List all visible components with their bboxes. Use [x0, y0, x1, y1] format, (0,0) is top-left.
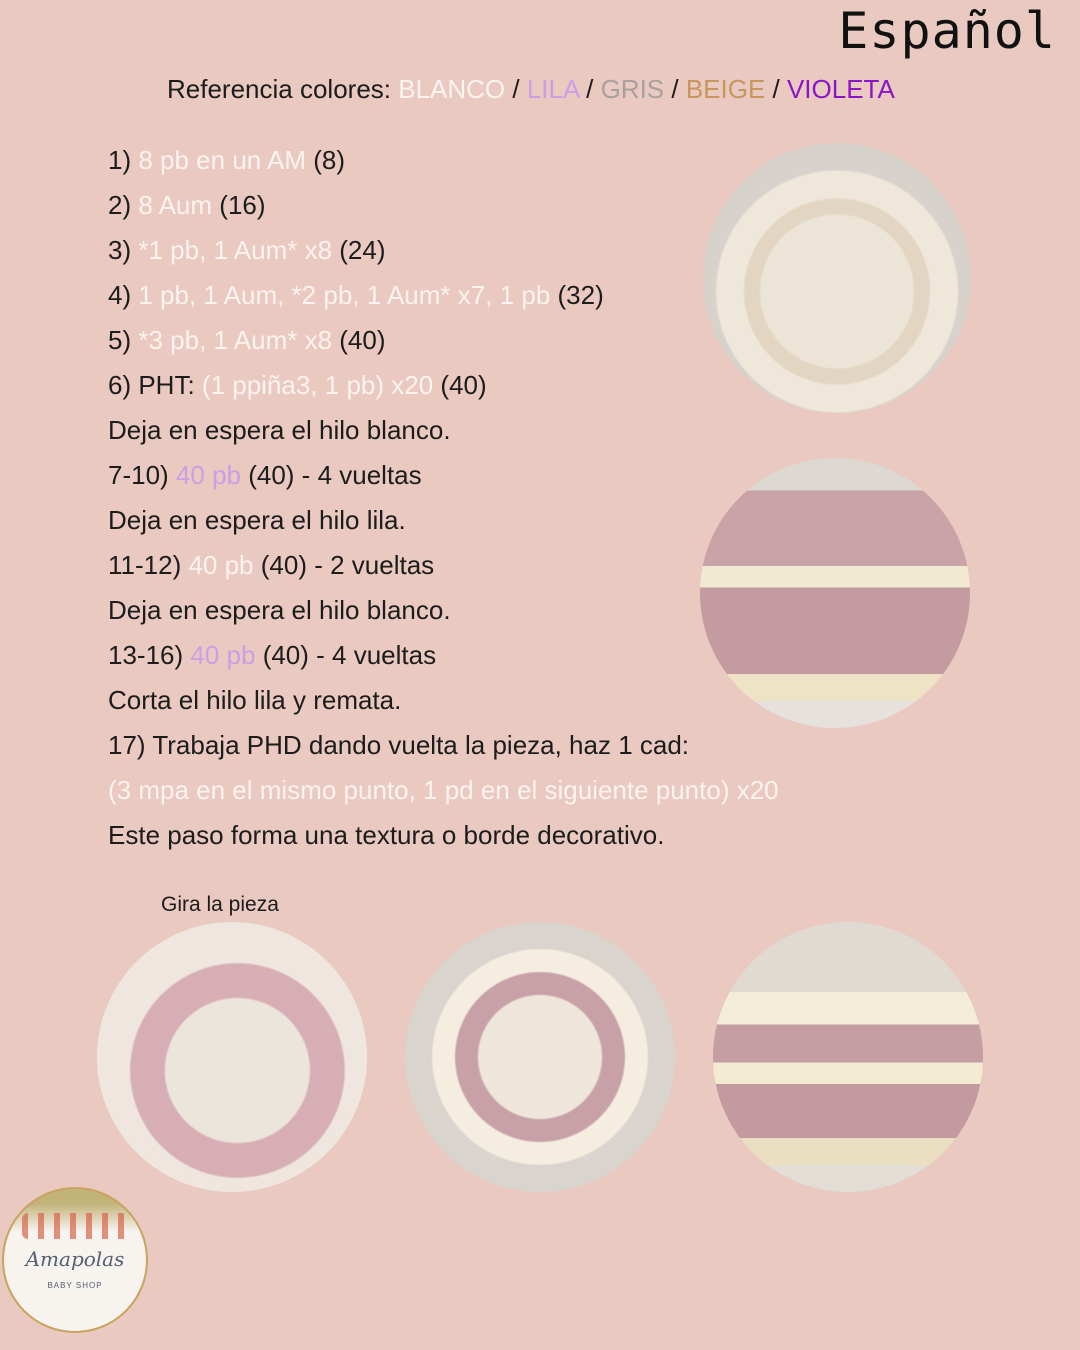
step-line: [108, 186, 779, 231]
step-number: 1): [108, 145, 139, 175]
step-number: 6) PHT:: [108, 370, 202, 400]
step-line: [108, 141, 779, 186]
separator: /: [664, 74, 686, 104]
separator: /: [505, 74, 527, 104]
step-count: (24): [332, 235, 386, 265]
logo-name: Amapolas: [25, 1247, 125, 1271]
step-line: [108, 456, 779, 501]
step-note: Deja en espera el hilo lila.: [108, 505, 406, 535]
color-reference: [167, 74, 895, 105]
step-number: 5): [108, 325, 139, 355]
step-count: (16): [212, 190, 266, 220]
step-note: Deja en espera el hilo blanco.: [108, 415, 451, 445]
logo-subtitle: BABY SHOP: [47, 1281, 103, 1290]
color-violeta: VIOLETA: [786, 74, 895, 104]
step-number: 2): [108, 190, 139, 220]
step-instruction: (1 ppiña3, 1 pb) x20: [201, 370, 434, 400]
photo-crochet-striped-cup: [700, 458, 970, 728]
step-number: 7-10): [108, 460, 176, 490]
color-gris: GRIS: [600, 74, 665, 104]
photo-turn-piece: [97, 922, 367, 1192]
brand-logo: [2, 1187, 148, 1333]
photo-crochet-base: [703, 143, 971, 413]
step-instruction: 40 pb: [175, 460, 241, 490]
step-number: 4): [108, 280, 139, 310]
step-note: Este paso forma una textura o borde decorativo.: [108, 820, 665, 850]
step-line: [108, 276, 779, 321]
step-instruction: 40 pb: [188, 550, 254, 580]
step-line: [108, 231, 779, 276]
step-number: 13-16): [108, 640, 191, 670]
step-count: (40): [332, 325, 386, 355]
step-note: 17) Trabaja PHD dando vuelta la pieza, haz 1 cad:: [108, 730, 690, 760]
step-instruction: 8 pb en un AM: [138, 145, 307, 175]
photo-finished-cup: [713, 922, 983, 1192]
step-count: (40) - 4 vueltas: [255, 640, 437, 670]
language-title: Español: [838, 2, 1056, 60]
step-line: [108, 636, 779, 681]
step-line: [108, 366, 779, 411]
step-instruction: (3 mpa en el mismo punto, 1 pd en el siguiente punto) x20: [108, 775, 779, 805]
separator: /: [765, 74, 787, 104]
step-note: Deja en espera el hilo blanco.: [108, 595, 451, 625]
step-count: (32): [550, 280, 604, 310]
photo-decorative-border-top: [405, 922, 675, 1192]
pattern-steps: [108, 141, 779, 861]
step-count: (40) - 4 vueltas: [241, 460, 422, 490]
step-number: 11-12): [108, 550, 189, 580]
photo-caption: Gira la pieza: [161, 893, 279, 916]
step-note: Corta el hilo lila y remata.: [108, 685, 402, 715]
step-line: [108, 546, 779, 591]
step-count: (40): [433, 370, 487, 400]
step-number: 3): [108, 235, 139, 265]
step-instruction: 40 pb: [190, 640, 256, 670]
color-blanco: BLANCO: [398, 74, 506, 104]
step-instruction: *1 pb, 1 Aum* x8: [138, 235, 333, 265]
step-instruction: *3 pb, 1 Aum* x8: [138, 325, 333, 355]
step-count: (40) - 2 vueltas: [253, 550, 435, 580]
color-lila: LILA: [526, 74, 579, 104]
step-line: [108, 321, 779, 366]
step-instruction: 8 Aum: [138, 190, 213, 220]
step-count: (8): [306, 145, 346, 175]
step-instruction: 1 pb, 1 Aum, *2 pb, 1 Aum* x7, 1 pb: [138, 280, 551, 310]
poppy-flowers-decoration: [22, 1213, 128, 1239]
separator: /: [578, 74, 601, 104]
color-reference-label: Referencia colores:: [167, 74, 399, 104]
color-beige: BEIGE: [685, 74, 766, 104]
